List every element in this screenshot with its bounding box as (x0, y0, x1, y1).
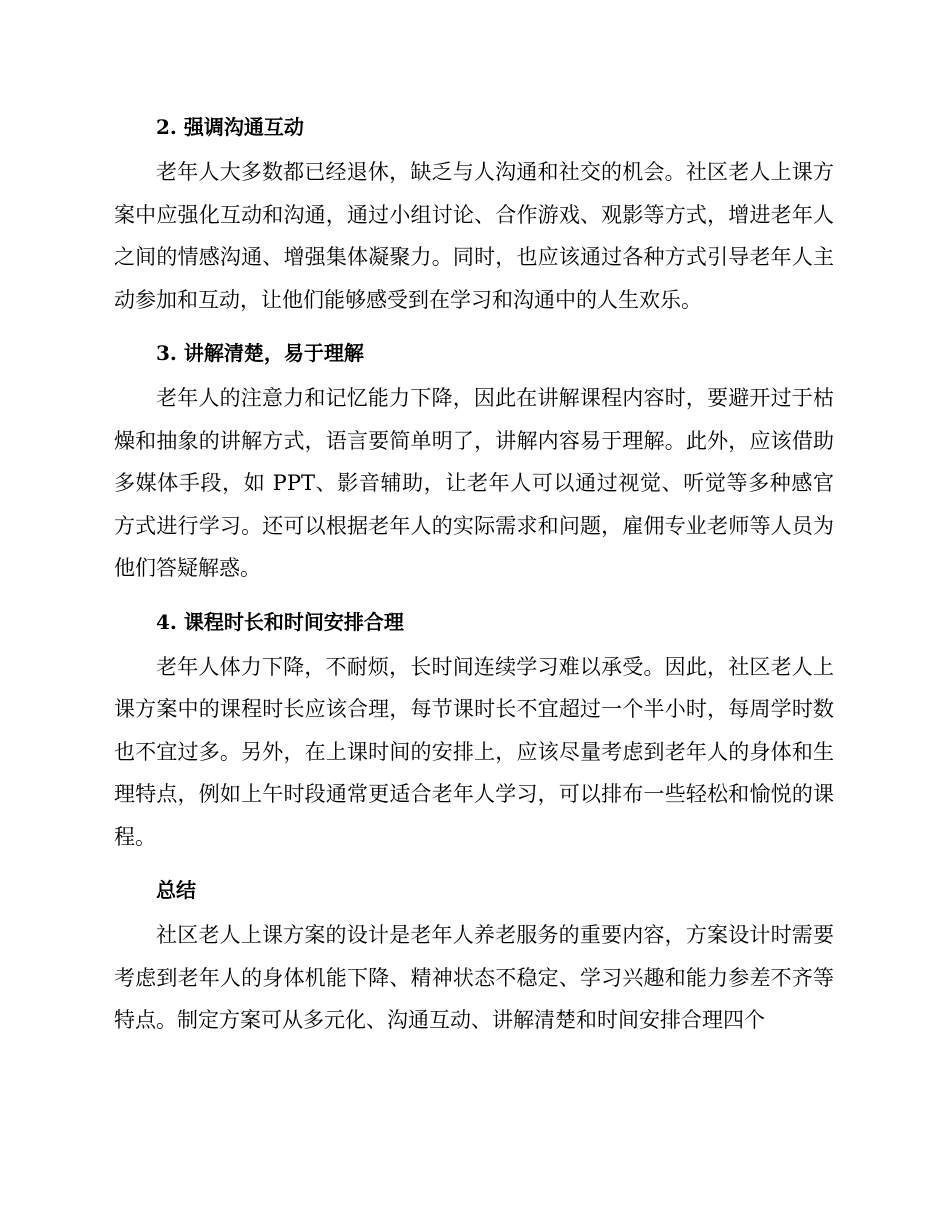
section-heading-communication: 2. 强调沟通互动 (156, 115, 304, 139)
section-heading-clear-explanation: 3. 讲解清楚，易于理解 (156, 341, 364, 365)
section-paragraph-communication: 老年人大多数都已经退休，缺乏与人沟通和社交的机会。社区老人上课方案中应强化互动和沟通，通过小组讨论、合作游戏、观影等方式，增进老年人之间的情感沟通、增强集体凝聚力。同时，也应该通过各种方式引导老年人主动参加和互动，让他们能够感受到在学习和沟通中的人生欢乐。 (114, 160, 834, 312)
section-heading-summary: 总结 (156, 878, 196, 902)
section-paragraph-summary: 社区老人上课方案的设计是老年人养老服务的重要内容，方案设计时需要考虑到老年人的身体机能下降、精神状态不稳定、学习兴趣和能力参差不齐等特点。制定方案可从多元化、沟通互动、讲解清楚和时间安排合理四个 (114, 923, 834, 1032)
document-body (114, 108, 834, 1049)
section-heading-schedule: 4. 课程时长和时间安排合理 (156, 609, 404, 634)
section-paragraph-clear-explanation: 老年人的注意力和记忆能力下降，因此在讲解课程内容时，要避开过于枯燥和抽象的讲解方式，语言要简单明了，讲解内容易于理解。此外，应该借助多媒体手段，如 PPT、影音辅助，让老年人可以通过视觉、听觉等多种感官方式进行学习。还可以根据老年人的实际需求和问题，雇佣专业老师等人员为他们答疑解惑。 (114, 386, 834, 580)
section-paragraph-schedule: 老年人体力下降，不耐烦，长时间连续学习难以承受。因此，社区老人上课方案中的课程时长应该合理，每节课时长不宜超过一个半小时，每周学时数也不宜过多。另外，在上课时间的安排上，应该尽量考虑到老年人的身体和生理特点，例如上午时段通常更适合老年人学习，可以排布一些轻松和愉悦的课程。 (114, 654, 834, 849)
